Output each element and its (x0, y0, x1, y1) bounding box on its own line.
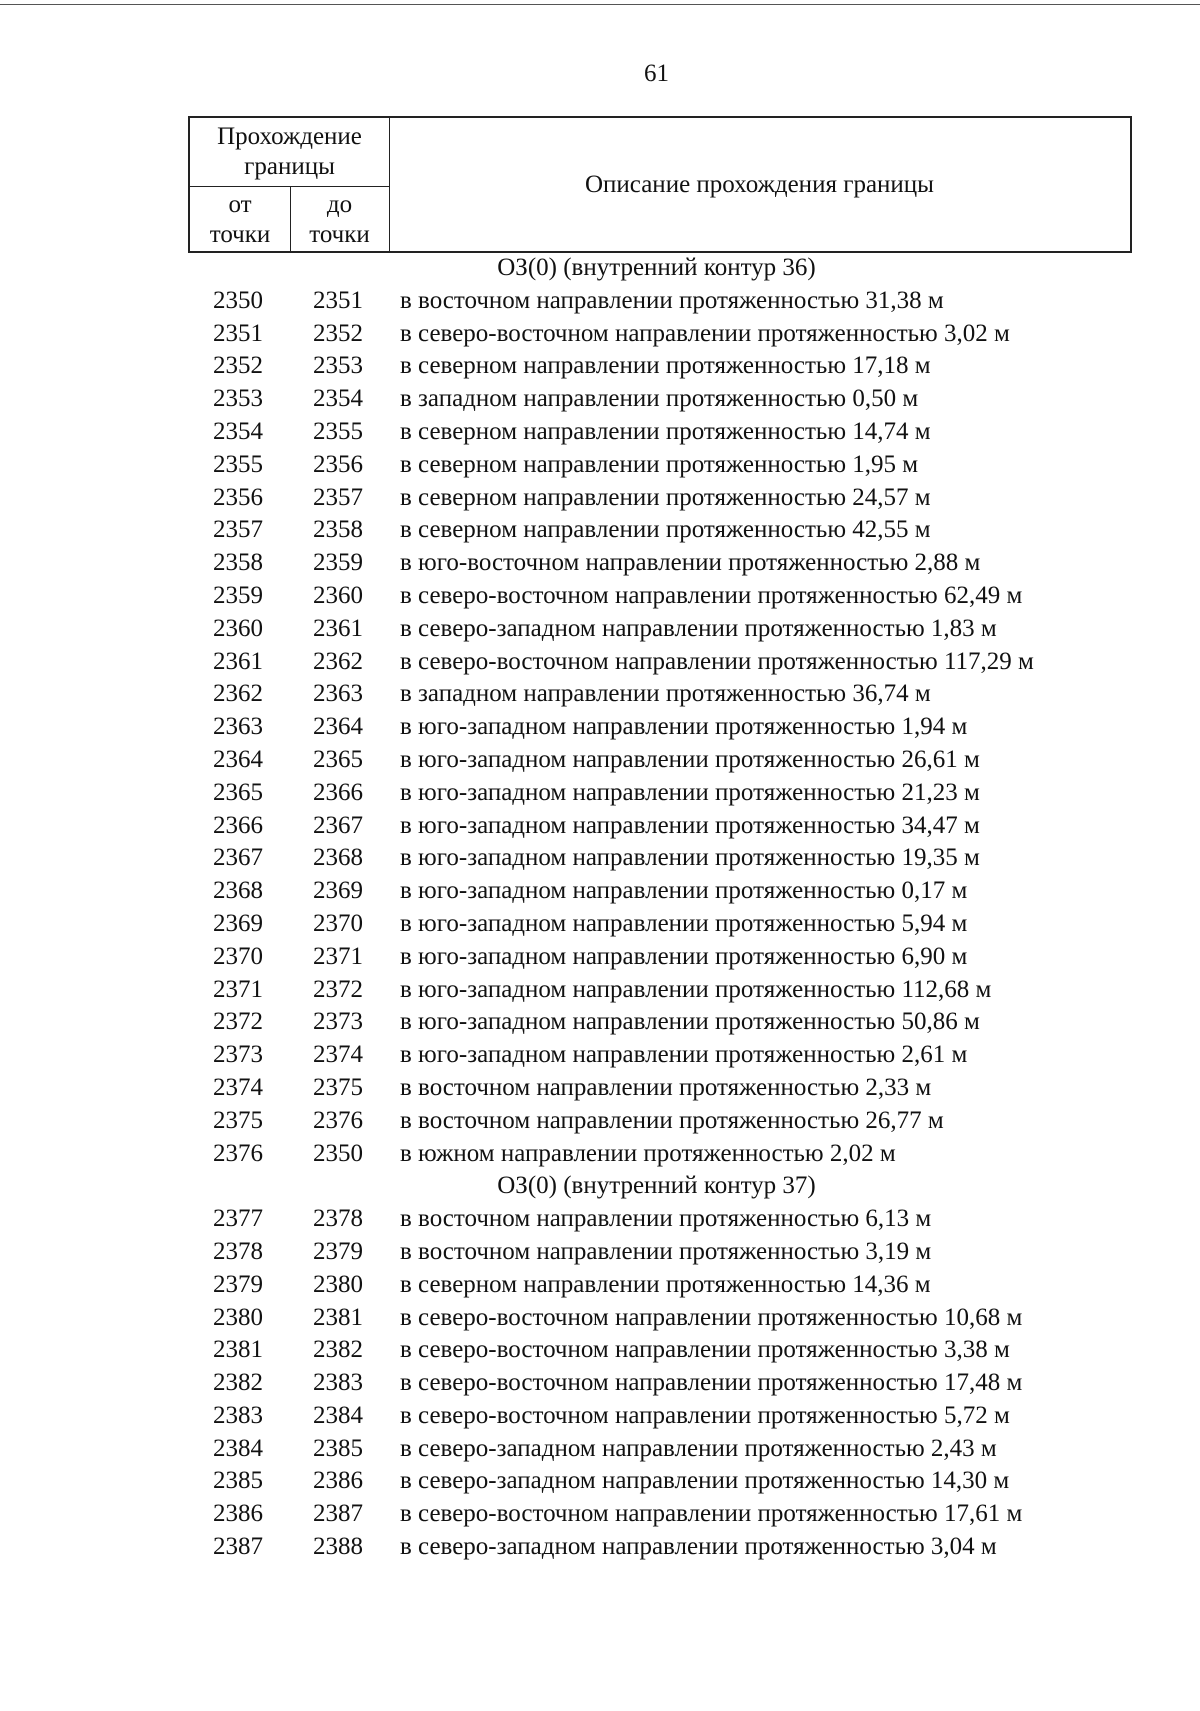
row-description: в восточном направлении протяженностью 6,13 м (400, 1205, 932, 1233)
to-point: 2370 (313, 909, 363, 937)
table-row (0, 1334, 1200, 1367)
from-point: 2383 (213, 1401, 263, 1429)
from-point: 2380 (213, 1303, 263, 1331)
table-row (0, 646, 1200, 679)
row-description: в северо-западном направлении протяженностью 14,30 м (400, 1467, 1010, 1495)
section-title: ОЗ(0) (внутренний контур 36) (497, 254, 816, 281)
to-point: 2384 (313, 1401, 363, 1429)
from-point: 2360 (213, 614, 263, 642)
table-row (0, 842, 1200, 875)
row-description: в западном направлении протяженностью 36,74 м (400, 680, 931, 708)
row-description: в юго-западном направлении протяженностью 34,47 м (400, 811, 980, 839)
row-description: в северо-восточном направлении протяженностью 17,61 м (400, 1500, 1023, 1528)
from-point: 2386 (213, 1500, 263, 1528)
row-description: в северо-западном направлении протяженностью 3,04 м (400, 1533, 997, 1561)
table-row (0, 711, 1200, 744)
to-point: 2351 (313, 286, 363, 314)
from-point: 2363 (213, 713, 263, 741)
from-point: 2373 (213, 1041, 263, 1069)
table-row (0, 547, 1200, 580)
table-row (0, 941, 1200, 974)
table-row (0, 1433, 1200, 1466)
from-point: 2356 (213, 483, 263, 511)
from-point: 2367 (213, 844, 263, 872)
table-row (0, 383, 1200, 416)
table-row (0, 1465, 1200, 1498)
row-description: в юго-западном направлении протяженностью 50,86 м (400, 1008, 980, 1036)
table-row (0, 350, 1200, 383)
table-row (0, 1269, 1200, 1302)
from-point: 2371 (213, 975, 263, 1003)
from-point: 2366 (213, 811, 263, 839)
table-row (0, 1105, 1200, 1138)
to-point: 2374 (313, 1041, 363, 1069)
row-description: в юго-западном направлении протяженностью 26,61 м (400, 745, 980, 773)
from-point: 2385 (213, 1467, 263, 1495)
page-number: 61 (644, 60, 669, 87)
section-title: ОЗ(0) (внутренний контур 37) (497, 1172, 816, 1200)
to-point: 2359 (313, 549, 363, 577)
row-description: в северо-восточном направлении протяженностью 5,72 м (400, 1401, 1010, 1429)
boundary-table-body (0, 252, 1200, 1564)
from-point: 2377 (213, 1205, 263, 1233)
row-description: в северо-восточном направлении протяженностью 3,38 м (400, 1336, 1010, 1364)
to-point: 2383 (313, 1369, 363, 1397)
row-description: в юго-западном направлении протяженностью 1,94 м (400, 713, 968, 741)
from-point: 2364 (213, 745, 263, 773)
row-description: в северном направлении протяженностью 17,18 м (400, 352, 931, 380)
row-description: в юго-западном направлении протяженностью 2,61 м (400, 1041, 968, 1069)
from-point: 2352 (213, 352, 263, 380)
table-row (0, 908, 1200, 941)
to-point: 2382 (313, 1336, 363, 1364)
from-point: 2350 (213, 286, 263, 314)
to-point: 2386 (313, 1467, 363, 1495)
row-description: в восточном направлении протяженностью 2,33 м (400, 1073, 932, 1101)
row-description: в северном направлении протяженностью 24,57 м (400, 483, 931, 511)
from-point: 2382 (213, 1369, 263, 1397)
to-point: 2361 (313, 614, 363, 642)
row-description: в северо-восточном направлении протяженностью 117,29 м (400, 647, 1034, 675)
table-row (0, 514, 1200, 547)
to-point: 2360 (313, 581, 363, 609)
header-divider (389, 118, 390, 251)
to-point: 2366 (313, 778, 363, 806)
row-description: в восточном направлении протяженностью 26,77 м (400, 1106, 944, 1134)
header-divider (290, 186, 291, 251)
table-header (188, 116, 1132, 253)
row-description: в юго-западном направлении протяженностью 19,35 м (400, 844, 980, 872)
table-row (0, 1400, 1200, 1433)
from-point: 2353 (213, 385, 263, 413)
row-description: в юго-восточном направлении протяженностью 2,88 м (400, 549, 981, 577)
table-row (0, 482, 1200, 515)
from-point: 2369 (213, 909, 263, 937)
from-point: 2376 (213, 1139, 263, 1167)
to-point: 2385 (313, 1434, 363, 1462)
row-description: в северном направлении протяженностью 42,55 м (400, 516, 931, 544)
table-row (0, 1367, 1200, 1400)
to-point: 2353 (313, 352, 363, 380)
table-row (0, 810, 1200, 843)
row-description: в северо-западном направлении протяженностью 2,43 м (400, 1434, 997, 1462)
to-point: 2355 (313, 417, 363, 445)
to-point: 2380 (313, 1270, 363, 1298)
row-description: в южном направлении протяженностью 2,02 м (400, 1139, 896, 1167)
table-row (0, 678, 1200, 711)
to-point: 2354 (313, 385, 363, 413)
row-description: в северном направлении протяженностью 14,36 м (400, 1270, 931, 1298)
row-description: в юго-западном направлении протяженностью 5,94 м (400, 909, 968, 937)
row-description: в северном направлении протяженностью 14,74 м (400, 417, 931, 445)
row-description: в северо-западном направлении протяженностью 1,83 м (400, 614, 997, 642)
to-point: 2373 (313, 1008, 363, 1036)
table-row (0, 285, 1200, 318)
header-divider (190, 186, 389, 187)
from-point: 2374 (213, 1073, 263, 1101)
table-row (0, 1302, 1200, 1335)
from-point: 2378 (213, 1237, 263, 1265)
to-point: 2371 (313, 942, 363, 970)
table-row (0, 744, 1200, 777)
to-point: 2381 (313, 1303, 363, 1331)
table-row (0, 1006, 1200, 1039)
table-row (0, 777, 1200, 810)
top-scan-rule (0, 4, 1200, 5)
row-description: в восточном направлении протяженностью 31,38 м (400, 286, 944, 314)
from-point: 2387 (213, 1533, 263, 1561)
from-point: 2355 (213, 450, 263, 478)
to-point: 2365 (313, 745, 363, 773)
table-row (0, 318, 1200, 351)
to-point: 2376 (313, 1106, 363, 1134)
row-description: в юго-западном направлении протяженностью 21,23 м (400, 778, 980, 806)
to-point: 2364 (313, 713, 363, 741)
to-point: 2388 (313, 1533, 363, 1561)
to-point: 2362 (313, 647, 363, 675)
to-point: 2375 (313, 1073, 363, 1101)
to-point: 2369 (313, 877, 363, 905)
to-point: 2367 (313, 811, 363, 839)
to-point: 2378 (313, 1205, 363, 1233)
header-from: от точки (209, 190, 271, 248)
from-point: 2381 (213, 1336, 263, 1364)
from-point: 2365 (213, 778, 263, 806)
row-description: в восточном направлении протяженностью 3,19 м (400, 1237, 932, 1265)
table-row (0, 1039, 1200, 1072)
from-point: 2362 (213, 680, 263, 708)
to-point: 2387 (313, 1500, 363, 1528)
from-point: 2368 (213, 877, 263, 905)
table-row (0, 875, 1200, 908)
row-description: в юго-западном направлении протяженностью 112,68 м (400, 975, 992, 1003)
row-description: в западном направлении протяженностью 0,50 м (400, 385, 919, 413)
to-point: 2379 (313, 1237, 363, 1265)
table-row (0, 1236, 1200, 1269)
to-point: 2352 (313, 319, 363, 347)
to-point: 2356 (313, 450, 363, 478)
header-description: Описание прохождения границы (585, 170, 934, 198)
table-row (0, 449, 1200, 482)
table-row (0, 974, 1200, 1007)
to-point: 2372 (313, 975, 363, 1003)
row-description: в северном направлении протяженностью 1,95 м (400, 450, 919, 478)
row-description: в северо-восточном направлении протяженностью 3,02 м (400, 319, 1010, 347)
from-point: 2370 (213, 942, 263, 970)
from-point: 2359 (213, 581, 263, 609)
table-row (0, 580, 1200, 613)
to-point: 2357 (313, 483, 363, 511)
table-row (0, 1072, 1200, 1105)
table-row (0, 613, 1200, 646)
from-point: 2351 (213, 319, 263, 347)
row-description: в северо-восточном направлении протяженностью 17,48 м (400, 1369, 1023, 1397)
from-point: 2375 (213, 1106, 263, 1134)
table-row (0, 1138, 1200, 1171)
from-point: 2357 (213, 516, 263, 544)
from-point: 2379 (213, 1270, 263, 1298)
to-point: 2368 (313, 844, 363, 872)
table-row (0, 1498, 1200, 1531)
header-passage: Прохождение границы (217, 123, 362, 180)
to-point: 2358 (313, 516, 363, 544)
row-description: в юго-западном направлении протяженностью 6,90 м (400, 942, 968, 970)
row-description: в юго-западном направлении протяженностью 0,17 м (400, 877, 968, 905)
from-point: 2372 (213, 1008, 263, 1036)
row-description: в северо-восточном направлении протяженностью 62,49 м (400, 581, 1023, 609)
table-row (0, 1203, 1200, 1236)
table-row (0, 1531, 1200, 1564)
row-description: в северо-восточном направлении протяженностью 10,68 м (400, 1303, 1023, 1331)
header-to: до точки (309, 190, 370, 248)
from-point: 2354 (213, 417, 263, 445)
from-point: 2384 (213, 1434, 263, 1462)
from-point: 2361 (213, 647, 263, 675)
from-point: 2358 (213, 549, 263, 577)
table-row (0, 416, 1200, 449)
to-point: 2350 (313, 1139, 363, 1167)
to-point: 2363 (313, 680, 363, 708)
